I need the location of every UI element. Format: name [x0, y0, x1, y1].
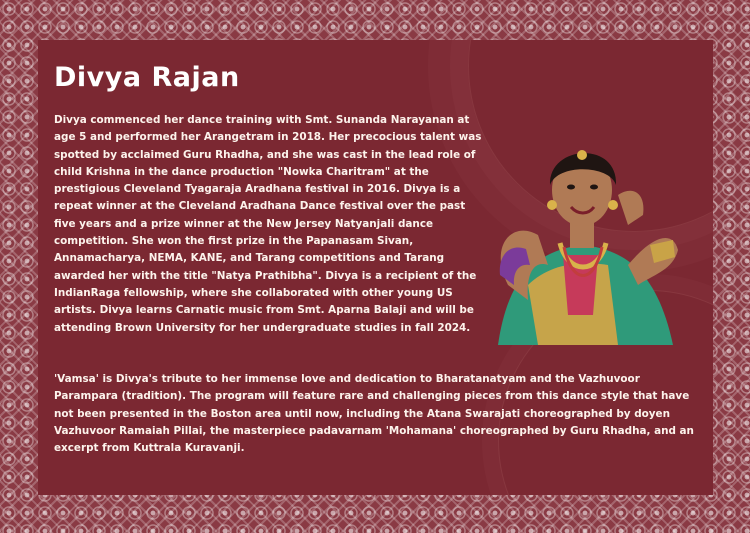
content-panel — [38, 40, 713, 495]
dancer-photo — [468, 125, 698, 345]
program-paragraph: 'Vamsa' is Divya's tribute to her immense love and dedication to Bharatanatyam and the Vazhuvoor Parampara (tradition). The program will feature rare and challenging pieces from this dance style that have not been presented in the Boston area until now, including the Atana Swarajati choreographed by doyen Vazhuvoor Ramaiah Pillai, the masterpiece padavarnam 'Mohamana' choreographed by Guru Rhadha, and an excerpt from Kuttrala Kuravanji. — [54, 373, 694, 455]
bio-paragraph: Divya commenced her dance training with Smt. Sunanda Narayanan at age 5 and performed her Arangetram in 2018. Her precocious talent was spotted by acclaimed Guru Rhadha, and she was cast in the lead role of child Krishna in the dance production "Nowka Charitram" at the prestigious Cleveland Tyagaraja Aradhana festival in 2016. Divya is a repeat winner at the Cleveland Aradhana Dance festival over the past five years and a prize winner at the New Jersey Natyanjali dance competition. She won the first prize in the Papanasam Sivan, Annamacharya, NEMA, KANE, and Tarang competitions and Tarang awarded her with the title "Natya Prathibha". Divya is a recipient of the IndianRaga fellowship, where she collaborated with other young US artists. Divya learns Carnatic music from Smt. Aparna Balaji and will be attending Brown University for her undergraduate studies in fall 2024. — [54, 114, 482, 334]
dancer-name: Divya Rajan — [54, 62, 240, 93]
